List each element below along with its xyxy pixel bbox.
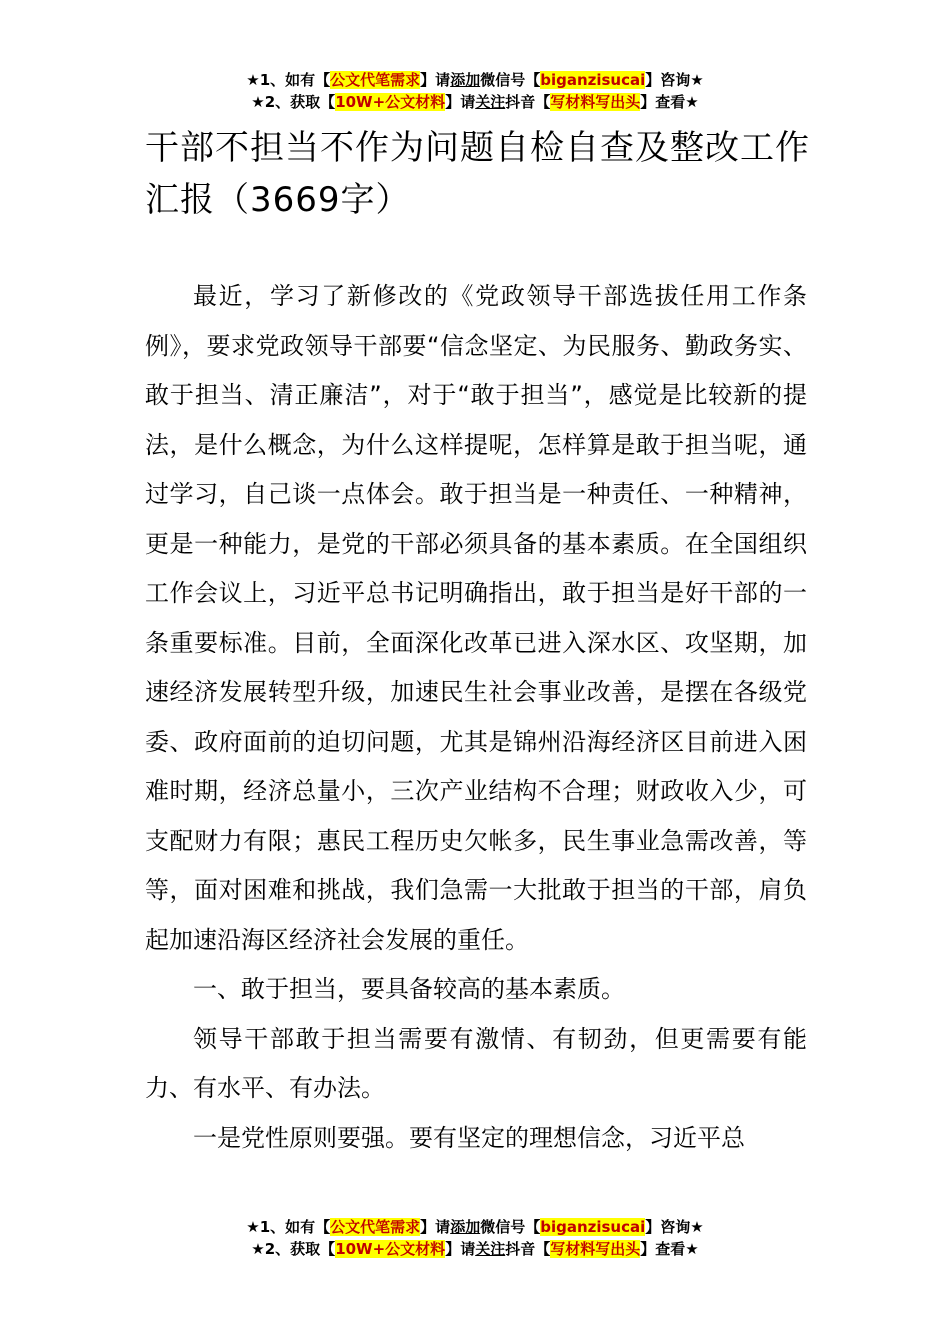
- header-banner: [0, 69, 950, 113]
- banner-text: ★2、获取【: [251, 93, 336, 111]
- banner-highlight: 公文代笔需求: [330, 1218, 421, 1236]
- banner-line-2: [0, 91, 950, 113]
- banner-text: ★2、获取【: [251, 1240, 336, 1258]
- banner-line-1: [0, 69, 950, 91]
- banner-text: 】请: [445, 1240, 476, 1258]
- banner-underlined-text: 关注: [475, 93, 506, 111]
- banner-highlight: 10W+公文材料: [335, 93, 446, 111]
- banner-text: 】查看★: [640, 93, 699, 111]
- banner-underlined-text: 添加: [450, 71, 481, 89]
- footer-banner: [0, 1216, 950, 1260]
- banner-underlined-text: 添加: [450, 1218, 481, 1236]
- banner-text: ★1、如有【: [246, 1218, 331, 1236]
- banner-text: ★1、如有【: [246, 71, 331, 89]
- banner-text: 】请: [420, 1218, 451, 1236]
- banner-text: 】查看★: [640, 1240, 699, 1258]
- banner-text: 】请: [420, 71, 451, 89]
- banner-text: 微信号【: [480, 1218, 541, 1236]
- banner-text: 微信号【: [480, 71, 541, 89]
- document-body: [145, 272, 807, 1163]
- banner-highlight: biganzisucai: [540, 1218, 646, 1236]
- banner-highlight: 写材料写出头: [550, 93, 641, 111]
- section-heading: 一、敢于担当，要具备较高的基本素质。: [193, 975, 625, 1003]
- banner-line-2: [0, 1238, 950, 1260]
- paragraph: 最近，学习了新修改的《党政领导干部选拔任用工作条例》，要求党政领导干部要“信念坚定、为民服务、勤政务实、敢于担当、清正廉洁”，对于“敢于担当”，感觉是比较新的提法，是什么概念，为什么这样提呢，怎样算是敢于担当呢，通过学习，自己谈一点体会。敢于担当是一种责任、一种精神，更是一种能力，是党的干部必须具备的基本素质。在全国组织工作会议上，习近平总书记明确指出，敢于担当是好干部的一条重要标准。目前，全面深化改革已进入深水区、攻坚期，加速经济发展转型升级，加速民生社会事业改善，是摆在各级党委、政府面前的迫切问题，尤其是锦州沿海经济区目前进入困难时期，经济总量小，三次产业结构不合理；财政收入少，可支配财力有限；惠民工程历史欠帐多，民生事业急需改善，等等，面对困难和挑战，我们急需一大批敢于担当的干部，肩负起加速沿海区经济社会发展的重任。: [145, 282, 807, 954]
- banner-highlight: 10W+公文材料: [335, 1240, 446, 1258]
- banner-highlight: biganzisucai: [540, 71, 646, 89]
- banner-text: 】咨询★: [645, 1218, 704, 1236]
- banner-text: 抖音【: [505, 93, 551, 111]
- banner-text: 】咨询★: [645, 71, 704, 89]
- paragraph: 领导干部敢于担当需要有激情、有韧劲，但更需要有能力、有水平、有办法。: [145, 1024, 807, 1102]
- paragraph: 一是党性原则要强。要有坚定的理想信念，习近平总: [193, 1123, 745, 1152]
- banner-highlight: 公文代笔需求: [330, 71, 421, 89]
- banner-line-1: [0, 1216, 950, 1238]
- banner-underlined-text: 关注: [475, 1240, 506, 1258]
- banner-text: 抖音【: [505, 1240, 551, 1258]
- document-title: 干部不担当不作为问题自检自查及整改工作汇报（3669字）: [145, 128, 810, 220]
- banner-highlight: 写材料写出头: [550, 1240, 641, 1258]
- banner-text: 】请: [445, 93, 476, 111]
